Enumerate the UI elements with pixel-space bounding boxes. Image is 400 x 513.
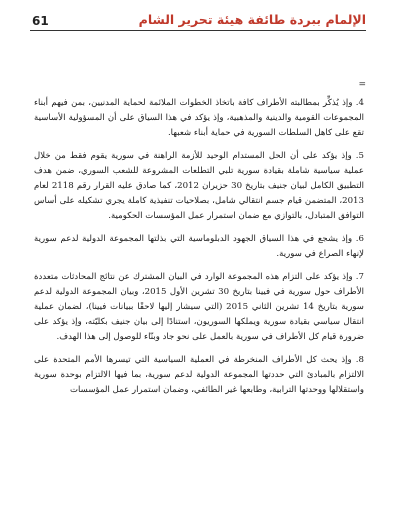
paragraph-6: 6. وإذ يشجع في هذا السياق الجهود الدبلوماسية التي بذلتها المجموعة الدولية لدعم سورية لإنهاء الصراع في سورية. [34, 234, 364, 259]
body-text [34, 96, 364, 406]
header-rule [30, 30, 366, 31]
page-number: 61 [32, 14, 49, 28]
page-header [0, 0, 400, 30]
stray-marker: = [358, 80, 366, 90]
paragraph-4: 4. وإذ يُذكِّر بمطالبته الأطراف كافة باتخاذ الخطوات الملائمة لحماية المدنيين، بمن فيهم أبناء المجموعات القومية والدينية والمذهبية، وإذ يؤكد في هذا السياق على أن المسؤولية الأساسية تقع على كاهل السلطات السورية في حماية أبناء شعبها. [34, 98, 364, 138]
paragraph-8: 8. وإذ يحث كل الأطراف المنخرطة في العملية السياسية التي تيسرها الأمم المتحدة على الالتزام بالمبادئ التي حددتها المجموعة الدولية لدعم سورية، بما فيها الالتزام بوحدة سورية واستقلالها ووحدتها الترابية، وطابعها غير الطائفي، وضمان استمرار عمل المؤسسات [34, 355, 364, 395]
running-title: الإلمام ببردة طائفة هيئة تحرير الشام [138, 12, 366, 27]
paragraph-5: 5. وإذ يؤكد على أن الحل المستدام الوحيد للأزمة الراهنة في سورية يقوم فقط من خلال عملية سياسية شاملة بقيادة سورية تلبي التطلعات المشروعة للشعب السوري، ضمن هدف التطبيق الكامل لبيان جنيف بتاريخ 30 حزيران 2012، كما صادق عليه القرار رقم 2118 لعام 2013، المتضمن قيام جسم انتقالي شامل، بصلاحيات تنفيذية كاملة يجري تشكيله على أساس التوافق المتبادل، بالتوازي مع ضمان استمرار عمل المؤسسات الحكومية. [34, 151, 364, 221]
paragraph-7: 7. وإذ يؤكد على التزام هذه المجموعة الوارد في البيان المشترك عن نتائج المحادثات متعددة الأطراف حول سورية في فيينا بتاريخ 30 تشرين الأول 2015، وبيان المجموعة الدولية لدعم سورية بتاريخ 14 تشرين الثاني 2015 (التي سيشار إليها لاحقًا ببيانات فيينا)، لضمان عملية انتقال سياسي بقيادة سورية ويملكها السوريون، استنادًا إلى بيان جنيف بكليّته، وإذ يؤكد على ضرورة قيام كل الأطراف في سورية بالعمل على نحو جاد وبنّاء للوصول إلى هذا الهدف. [34, 272, 364, 342]
